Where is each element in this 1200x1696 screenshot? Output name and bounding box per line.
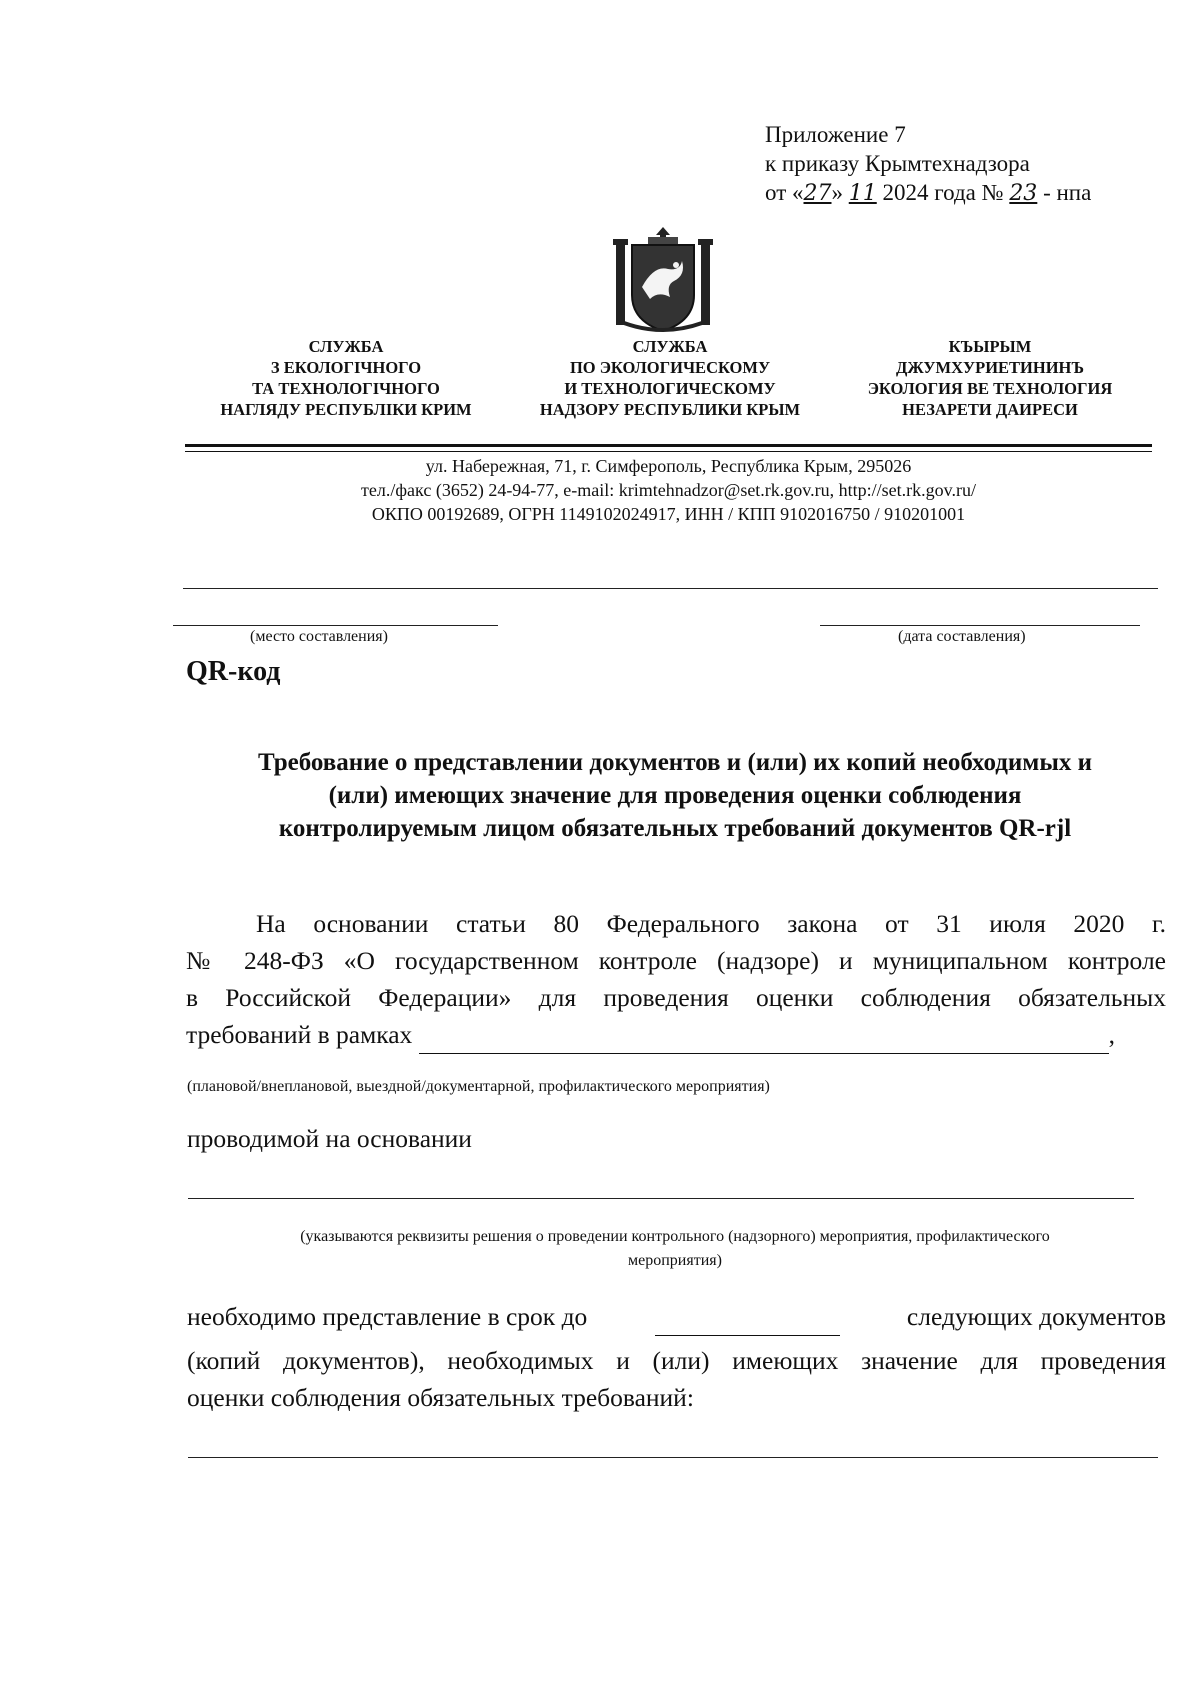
event-type-note: (плановой/внеплановой, выездной/документарной, профилактического мероприятия) [187, 1078, 770, 1095]
paragraph-line: требований в рамках , [186, 1016, 1166, 1054]
organization-name-ukrainian: СЛУЖБА З ЕКОЛОГІЧНОГО ТА ТЕХНОЛОГІЧНОГО НАГЛЯДУ РЕСПУБЛІКИ КРИМ [220, 337, 472, 419]
handwritten-number: 23 [1009, 181, 1038, 206]
header-divider-thin [185, 451, 1152, 452]
organization-name-russian: СЛУЖБА ПО ЭКОЛОГИЧЕСКОМУ И ТЕХНОЛОГИЧЕСКОМУ НАДЗОРУ РЕСПУБЛИКИ КРЫМ [539, 337, 801, 419]
date-label: (дата составления) [898, 628, 1026, 645]
paragraph-line: оценки соблюдения обязательных требований: [187, 1383, 694, 1412]
annex-title: Приложение 7 [765, 122, 906, 147]
contact-block [180, 454, 1157, 526]
basis-note: (указываются реквизиты решения о проведении контрольного (надзорного) мероприятия, профилактического мероприятия) [300, 1228, 1050, 1269]
annex-block [765, 120, 1091, 208]
paragraph-line: № 248-ФЗ «О государственном контроле (надзоре) и муниципальном контроле [186, 946, 1166, 975]
registry-codes: ОКПО 00192689, ОГРН 1149102024917, ИНН / КПП 9102016750 / 910201001 [371, 504, 966, 524]
handwritten-month: 11 [848, 181, 877, 206]
blank-line-header [183, 588, 1158, 589]
document-heading: Требование о представлении документов и (или) их копий необходимых и (или) имеющих значение для проведения оценки соблюдения контролируемым лицом обязательных требований документов QR-rjl [257, 749, 1093, 842]
requirement-paragraph [187, 1298, 1166, 1416]
crimea-coat-of-arms-icon [610, 225, 716, 337]
date-blank-line [820, 625, 1140, 626]
basis-label: проводимой на основании [187, 1124, 472, 1153]
phone-email: тел./факс (3652) 24-94-77, e-mail: krimtehnadzor@set.rk.gov.ru, http://set.rk.gov.ru/ [361, 480, 976, 500]
header-divider-thick [185, 444, 1152, 447]
paragraph-line: в Российской Федерации» для проведения оценки соблюдения обязательных [186, 983, 1166, 1012]
paragraph-line: необходимо представление в срок до следующих документов [187, 1298, 1166, 1342]
address: ул. Набережная, 71, г. Симферополь, Республика Крым, 295026 [425, 456, 912, 476]
paragraph-line: (копий документов), необходимых и (или) имеющих значение для проведения [187, 1346, 1166, 1375]
basis-paragraph [186, 905, 1166, 1054]
place-label: (место составления) [250, 628, 388, 645]
annex-order-date: от «27» 11 2024 года № 23 - нпа [765, 180, 1092, 206]
basis-blank-line [188, 1198, 1134, 1199]
organization-name-crimean-tatar: КЪЫРЫМ ДЖУМХУРИЕТИНИНЪ ЭКОЛОГИЯ ВЕ ТЕХНОЛОГИЯ НЕЗАРЕТИ ДАИРЕСИ [867, 337, 1113, 419]
annex-order-ref: к приказу Крымтехнадзора [765, 151, 1030, 176]
qr-code-label: QR-код [186, 656, 281, 687]
deadline-blank [655, 1298, 840, 1336]
paragraph-line: На основании статьи 80 Федерального закона от 31 июля 2020 г. [256, 909, 1166, 938]
documents-blank-line [188, 1457, 1158, 1458]
place-blank-line [173, 625, 498, 626]
event-type-blank [419, 1016, 1109, 1054]
handwritten-day: 27 [803, 181, 832, 206]
